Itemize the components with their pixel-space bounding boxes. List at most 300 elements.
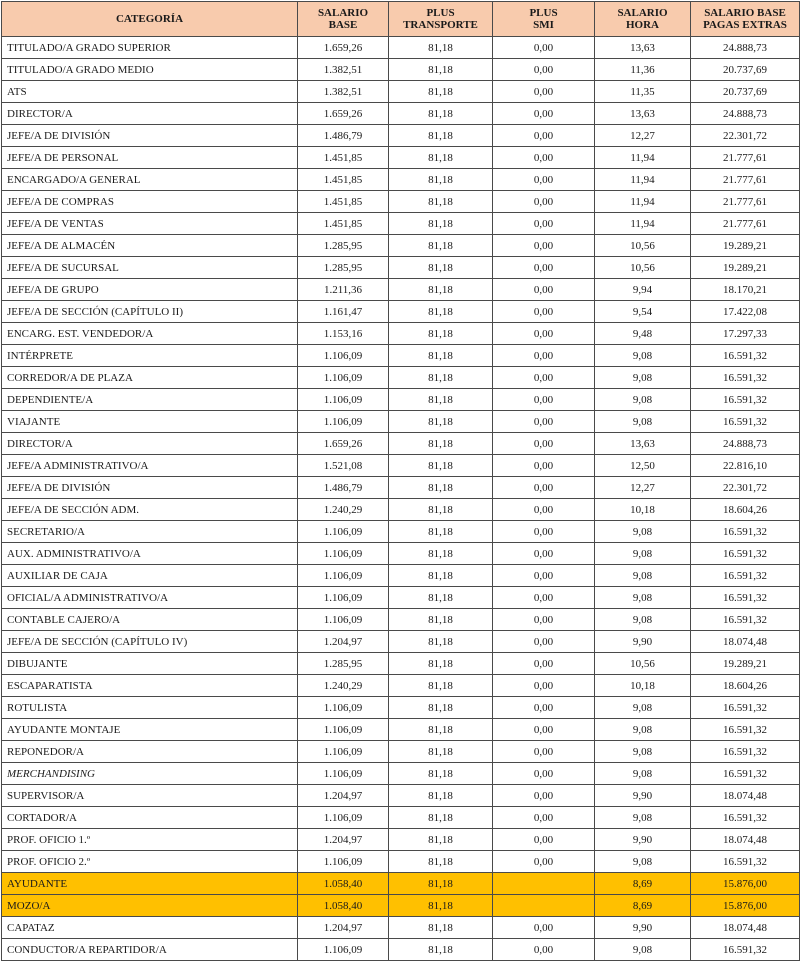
header-salario-pagas-line1: SALARIO BASE <box>704 7 786 19</box>
cell-plus-smi: 0,00 <box>493 719 595 741</box>
table-row <box>2 587 800 609</box>
cell-categoria: CONDUCTOR/A REPARTIDOR/A <box>2 939 298 961</box>
cell-categoria: JEFE/A DE DIVISIÓN <box>2 477 298 499</box>
cell-salario-base: 1.285,95 <box>298 257 389 279</box>
table-row <box>2 697 800 719</box>
header-salario-hora-line2: HORA <box>626 19 659 31</box>
cell-salario-hora: 9,08 <box>595 851 691 873</box>
cell-salario-hora: 9,54 <box>595 301 691 323</box>
cell-plus-smi: 0,00 <box>493 213 595 235</box>
cell-categoria: DIRECTOR/A <box>2 103 298 125</box>
cell-salario-hora: 13,63 <box>595 37 691 59</box>
cell-salario-pagas-extras: 16.591,32 <box>691 565 800 587</box>
cell-plus-smi: 0,00 <box>493 785 595 807</box>
cell-plus-smi: 0,00 <box>493 763 595 785</box>
cell-plus-smi: 0,00 <box>493 917 595 939</box>
cell-plus-smi: 0,00 <box>493 697 595 719</box>
cell-salario-hora: 13,63 <box>595 433 691 455</box>
cell-salario-base: 1.106,09 <box>298 367 389 389</box>
cell-salario-base: 1.451,85 <box>298 169 389 191</box>
cell-salario-base: 1.240,29 <box>298 499 389 521</box>
cell-plus-smi: 0,00 <box>493 345 595 367</box>
cell-plus-transporte: 81,18 <box>389 477 493 499</box>
cell-salario-hora: 9,08 <box>595 939 691 961</box>
cell-categoria: ATS <box>2 81 298 103</box>
cell-plus-smi: 0,00 <box>493 169 595 191</box>
table-row <box>2 609 800 631</box>
cell-salario-base: 1.106,09 <box>298 741 389 763</box>
cell-categoria: PROF. OFICIO 1.º <box>2 829 298 851</box>
cell-salario-hora: 9,08 <box>595 807 691 829</box>
table-row <box>2 389 800 411</box>
table-row <box>2 917 800 939</box>
header-plus-transporte-line1: PLUS <box>426 7 455 19</box>
cell-salario-base: 1.659,26 <box>298 433 389 455</box>
cell-plus-smi: 0,00 <box>493 103 595 125</box>
cell-plus-transporte: 81,18 <box>389 389 493 411</box>
cell-plus-transporte: 81,18 <box>389 455 493 477</box>
cell-salario-base: 1.106,09 <box>298 807 389 829</box>
table-row <box>2 939 800 961</box>
table-row <box>2 323 800 345</box>
cell-plus-transporte: 81,18 <box>389 125 493 147</box>
cell-plus-smi: 0,00 <box>493 323 595 345</box>
cell-plus-smi: 0,00 <box>493 939 595 961</box>
cell-plus-smi: 0,00 <box>493 631 595 653</box>
cell-plus-smi: 0,00 <box>493 37 595 59</box>
cell-categoria: PROF. OFICIO 2.º <box>2 851 298 873</box>
cell-categoria: AYUDANTE MONTAJE <box>2 719 298 741</box>
cell-plus-smi: 0,00 <box>493 609 595 631</box>
cell-plus-transporte: 81,18 <box>389 367 493 389</box>
cell-plus-smi: 0,00 <box>493 191 595 213</box>
cell-salario-pagas-extras: 21.777,61 <box>691 191 800 213</box>
cell-categoria: JEFE/A DE VENTAS <box>2 213 298 235</box>
table-row <box>2 81 800 103</box>
cell-plus-transporte: 81,18 <box>389 103 493 125</box>
cell-salario-hora: 8,69 <box>595 873 691 895</box>
header-salario-base <box>298 2 389 37</box>
table-row <box>2 103 800 125</box>
table-row <box>2 257 800 279</box>
table-row <box>2 169 800 191</box>
cell-plus-smi: 0,00 <box>493 389 595 411</box>
cell-plus-smi: 0,00 <box>493 411 595 433</box>
table-row <box>2 301 800 323</box>
cell-plus-transporte: 81,18 <box>389 851 493 873</box>
table-row <box>2 851 800 873</box>
cell-plus-transporte: 81,18 <box>389 587 493 609</box>
cell-categoria: DIBUJANTE <box>2 653 298 675</box>
header-salario-hora-line1: SALARIO <box>617 7 668 19</box>
cell-categoria: DEPENDIENTE/A <box>2 389 298 411</box>
table-row <box>2 279 800 301</box>
cell-salario-hora: 13,63 <box>595 103 691 125</box>
cell-categoria: CORREDOR/A DE PLAZA <box>2 367 298 389</box>
cell-plus-smi: 0,00 <box>493 235 595 257</box>
cell-plus-transporte: 81,18 <box>389 59 493 81</box>
cell-salario-pagas-extras: 24.888,73 <box>691 103 800 125</box>
cell-plus-transporte: 81,18 <box>389 499 493 521</box>
header-plus-smi-line2: SMI <box>533 19 554 31</box>
cell-salario-hora: 9,90 <box>595 785 691 807</box>
cell-salario-base: 1.106,09 <box>298 697 389 719</box>
cell-salario-pagas-extras: 16.591,32 <box>691 939 800 961</box>
cell-categoria: REPONEDOR/A <box>2 741 298 763</box>
cell-salario-hora: 10,18 <box>595 675 691 697</box>
cell-salario-hora: 8,69 <box>595 895 691 917</box>
cell-plus-smi: 0,00 <box>493 59 595 81</box>
cell-plus-transporte: 81,18 <box>389 939 493 961</box>
cell-salario-hora: 12,27 <box>595 477 691 499</box>
cell-categoria: DIRECTOR/A <box>2 433 298 455</box>
cell-salario-hora: 11,35 <box>595 81 691 103</box>
cell-salario-pagas-extras: 16.591,32 <box>691 367 800 389</box>
cell-salario-base: 1.058,40 <box>298 873 389 895</box>
table-row <box>2 125 800 147</box>
cell-plus-transporte: 81,18 <box>389 697 493 719</box>
header-categoria-label: CATEGORÍA <box>115 13 184 25</box>
cell-salario-hora: 12,50 <box>595 455 691 477</box>
cell-salario-hora: 9,08 <box>595 741 691 763</box>
cell-salario-hora: 9,08 <box>595 367 691 389</box>
cell-categoria: TITULADO/A GRADO SUPERIOR <box>2 37 298 59</box>
cell-salario-base: 1.106,09 <box>298 411 389 433</box>
table-row <box>2 807 800 829</box>
cell-categoria: ESCAPARATISTA <box>2 675 298 697</box>
cell-salario-pagas-extras: 16.591,32 <box>691 719 800 741</box>
cell-salario-hora: 9,48 <box>595 323 691 345</box>
cell-salario-base: 1.106,09 <box>298 609 389 631</box>
cell-plus-smi: 0,00 <box>493 125 595 147</box>
cell-plus-smi: 0,00 <box>493 367 595 389</box>
cell-salario-pagas-extras: 18.074,48 <box>691 785 800 807</box>
cell-salario-pagas-extras: 24.888,73 <box>691 433 800 455</box>
table-row <box>2 235 800 257</box>
cell-salario-hora: 9,08 <box>595 389 691 411</box>
cell-salario-hora: 11,94 <box>595 213 691 235</box>
cell-categoria: SUPERVISOR/A <box>2 785 298 807</box>
cell-categoria: ENCARG. EST. VENDEDOR/A <box>2 323 298 345</box>
header-plus-transporte-line2: TRANSPORTE <box>403 19 478 31</box>
cell-plus-transporte: 81,18 <box>389 147 493 169</box>
cell-categoria: AYUDANTE <box>2 873 298 895</box>
cell-categoria: ENCARGADO/A GENERAL <box>2 169 298 191</box>
cell-plus-smi: 0,00 <box>493 499 595 521</box>
cell-salario-pagas-extras: 20.737,69 <box>691 81 800 103</box>
cell-salario-base: 1.058,40 <box>298 895 389 917</box>
cell-salario-base: 1.106,09 <box>298 763 389 785</box>
cell-salario-hora: 11,94 <box>595 191 691 213</box>
cell-salario-base: 1.382,51 <box>298 81 389 103</box>
cell-salario-pagas-extras: 16.591,32 <box>691 345 800 367</box>
cell-salario-base: 1.204,97 <box>298 631 389 653</box>
cell-salario-hora: 12,27 <box>595 125 691 147</box>
cell-salario-base: 1.106,09 <box>298 939 389 961</box>
table-row <box>2 37 800 59</box>
table-row <box>2 741 800 763</box>
cell-salario-base: 1.382,51 <box>298 59 389 81</box>
cell-salario-base: 1.204,97 <box>298 829 389 851</box>
cell-salario-hora: 10,56 <box>595 235 691 257</box>
cell-salario-pagas-extras: 16.591,32 <box>691 521 800 543</box>
table-row <box>2 631 800 653</box>
cell-salario-base: 1.521,08 <box>298 455 389 477</box>
cell-salario-pagas-extras: 15.876,00 <box>691 873 800 895</box>
cell-plus-transporte: 81,18 <box>389 433 493 455</box>
cell-salario-hora: 11,36 <box>595 59 691 81</box>
cell-plus-transporte: 81,18 <box>389 345 493 367</box>
cell-salario-hora: 9,08 <box>595 521 691 543</box>
cell-categoria: JEFE/A DE SECCIÓN (CAPÍTULO IV) <box>2 631 298 653</box>
cell-categoria: SECRETARIO/A <box>2 521 298 543</box>
cell-plus-smi: 0,00 <box>493 455 595 477</box>
cell-categoria: JEFE/A ADMINISTRATIVO/A <box>2 455 298 477</box>
cell-salario-hora: 11,94 <box>595 169 691 191</box>
cell-plus-smi: 0,00 <box>493 543 595 565</box>
header-plus-smi-line1: PLUS <box>529 7 558 19</box>
cell-salario-hora: 9,08 <box>595 543 691 565</box>
cell-plus-transporte: 81,18 <box>389 565 493 587</box>
table-row <box>2 455 800 477</box>
cell-salario-base: 1.106,09 <box>298 719 389 741</box>
cell-salario-pagas-extras: 22.816,10 <box>691 455 800 477</box>
cell-plus-transporte: 81,18 <box>389 169 493 191</box>
cell-salario-pagas-extras: 16.591,32 <box>691 807 800 829</box>
cell-plus-transporte: 81,18 <box>389 807 493 829</box>
cell-salario-pagas-extras: 18.170,21 <box>691 279 800 301</box>
cell-categoria: JEFE/A DE PERSONAL <box>2 147 298 169</box>
table-row <box>2 367 800 389</box>
cell-categoria: VIAJANTE <box>2 411 298 433</box>
table-row <box>2 521 800 543</box>
cell-plus-transporte: 81,18 <box>389 191 493 213</box>
cell-plus-smi: 0,00 <box>493 147 595 169</box>
cell-categoria: MOZO/A <box>2 895 298 917</box>
cell-plus-transporte: 81,18 <box>389 235 493 257</box>
cell-salario-hora: 9,08 <box>595 565 691 587</box>
cell-salario-base: 1.106,09 <box>298 521 389 543</box>
cell-salario-pagas-extras: 19.289,21 <box>691 257 800 279</box>
cell-salario-hora: 9,08 <box>595 719 691 741</box>
cell-salario-pagas-extras: 21.777,61 <box>691 169 800 191</box>
table-row <box>2 411 800 433</box>
cell-salario-base: 1.106,09 <box>298 543 389 565</box>
cell-salario-base: 1.106,09 <box>298 851 389 873</box>
cell-plus-transporte: 81,18 <box>389 257 493 279</box>
cell-categoria: AUX. ADMINISTRATIVO/A <box>2 543 298 565</box>
header-salario-pagas-extras <box>691 2 800 37</box>
cell-plus-transporte: 81,18 <box>389 763 493 785</box>
table-row <box>2 653 800 675</box>
cell-salario-base: 1.161,47 <box>298 301 389 323</box>
table-row <box>2 873 800 895</box>
cell-plus-transporte: 81,18 <box>389 895 493 917</box>
cell-plus-transporte: 81,18 <box>389 675 493 697</box>
cell-salario-pagas-extras: 17.297,33 <box>691 323 800 345</box>
cell-salario-pagas-extras: 16.591,32 <box>691 741 800 763</box>
cell-salario-hora: 9,08 <box>595 345 691 367</box>
cell-plus-smi: 0,00 <box>493 433 595 455</box>
cell-salario-base: 1.451,85 <box>298 191 389 213</box>
cell-salario-pagas-extras: 20.737,69 <box>691 59 800 81</box>
cell-salario-hora: 9,90 <box>595 917 691 939</box>
cell-salario-hora: 9,08 <box>595 763 691 785</box>
cell-salario-pagas-extras: 16.591,32 <box>691 543 800 565</box>
cell-plus-transporte: 81,18 <box>389 873 493 895</box>
table-row <box>2 719 800 741</box>
cell-plus-transporte: 81,18 <box>389 631 493 653</box>
cell-salario-pagas-extras: 18.604,26 <box>691 499 800 521</box>
cell-salario-pagas-extras: 16.591,32 <box>691 763 800 785</box>
cell-salario-pagas-extras: 19.289,21 <box>691 235 800 257</box>
table-row <box>2 763 800 785</box>
cell-plus-transporte: 81,18 <box>389 213 493 235</box>
cell-categoria: CAPATAZ <box>2 917 298 939</box>
table-row <box>2 565 800 587</box>
cell-plus-transporte: 81,18 <box>389 719 493 741</box>
cell-salario-pagas-extras: 15.876,00 <box>691 895 800 917</box>
table-body <box>2 37 800 961</box>
cell-salario-base: 1.204,97 <box>298 785 389 807</box>
cell-categoria: JEFE/A DE COMPRAS <box>2 191 298 213</box>
cell-plus-smi: 0,00 <box>493 565 595 587</box>
cell-plus-smi: 0,00 <box>493 587 595 609</box>
cell-salario-hora: 10,56 <box>595 653 691 675</box>
cell-categoria: JEFE/A DE DIVISIÓN <box>2 125 298 147</box>
cell-plus-transporte: 81,18 <box>389 521 493 543</box>
cell-salario-base: 1.106,09 <box>298 389 389 411</box>
cell-categoria: INTÉRPRETE <box>2 345 298 367</box>
cell-salario-pagas-extras: 22.301,72 <box>691 125 800 147</box>
cell-salario-pagas-extras: 24.888,73 <box>691 37 800 59</box>
cell-salario-base: 1.106,09 <box>298 345 389 367</box>
cell-plus-transporte: 81,18 <box>389 829 493 851</box>
cell-categoria: MERCHANDISING <box>2 763 298 785</box>
cell-plus-transporte: 81,18 <box>389 301 493 323</box>
cell-salario-pagas-extras: 18.074,48 <box>691 829 800 851</box>
header-categoria <box>2 2 298 37</box>
header-salario-base-line1: SALARIO <box>317 7 369 19</box>
cell-plus-transporte: 81,18 <box>389 323 493 345</box>
cell-salario-pagas-extras: 17.422,08 <box>691 301 800 323</box>
cell-plus-transporte: 81,18 <box>389 917 493 939</box>
cell-salario-pagas-extras: 16.591,32 <box>691 697 800 719</box>
cell-salario-pagas-extras: 18.074,48 <box>691 631 800 653</box>
cell-salario-pagas-extras: 18.074,48 <box>691 917 800 939</box>
cell-plus-transporte: 81,18 <box>389 653 493 675</box>
cell-salario-pagas-extras: 16.591,32 <box>691 851 800 873</box>
cell-plus-smi: 0,00 <box>493 741 595 763</box>
cell-plus-transporte: 81,18 <box>389 37 493 59</box>
cell-categoria: JEFE/A DE SUCURSAL <box>2 257 298 279</box>
table-row <box>2 499 800 521</box>
cell-plus-smi: 0,00 <box>493 521 595 543</box>
cell-salario-hora: 9,94 <box>595 279 691 301</box>
table-row <box>2 543 800 565</box>
cell-categoria: JEFE/A DE SECCIÓN ADM. <box>2 499 298 521</box>
cell-plus-smi: 0,00 <box>493 829 595 851</box>
cell-salario-base: 1.106,09 <box>298 587 389 609</box>
table-row <box>2 59 800 81</box>
cell-salario-base: 1.486,79 <box>298 125 389 147</box>
cell-salario-hora: 9,08 <box>595 411 691 433</box>
cell-salario-hora: 9,08 <box>595 609 691 631</box>
cell-plus-smi: 0,00 <box>493 807 595 829</box>
cell-salario-base: 1.659,26 <box>298 103 389 125</box>
table-row <box>2 895 800 917</box>
table-row <box>2 829 800 851</box>
cell-plus-smi: 0,00 <box>493 81 595 103</box>
cell-salario-base: 1.451,85 <box>298 213 389 235</box>
cell-salario-base: 1.486,79 <box>298 477 389 499</box>
cell-categoria: CORTADOR/A <box>2 807 298 829</box>
cell-salario-base: 1.211,36 <box>298 279 389 301</box>
cell-salario-hora: 10,18 <box>595 499 691 521</box>
cell-categoria: TITULADO/A GRADO MEDIO <box>2 59 298 81</box>
cell-salario-hora: 10,56 <box>595 257 691 279</box>
cell-plus-transporte: 81,18 <box>389 741 493 763</box>
cell-salario-base: 1.240,29 <box>298 675 389 697</box>
cell-plus-transporte: 81,18 <box>389 785 493 807</box>
cell-salario-pagas-extras: 16.591,32 <box>691 587 800 609</box>
table-row <box>2 433 800 455</box>
cell-salario-hora: 9,90 <box>595 631 691 653</box>
header-salario-hora <box>595 2 691 37</box>
cell-plus-smi: 0,00 <box>493 675 595 697</box>
header-salario-pagas-line2: PAGAS EXTRAS <box>703 19 787 31</box>
cell-categoria: JEFE/A DE SECCIÓN (CAPÍTULO II) <box>2 301 298 323</box>
cell-categoria: CONTABLE CAJERO/A <box>2 609 298 631</box>
cell-salario-hora: 9,08 <box>595 587 691 609</box>
cell-salario-pagas-extras: 19.289,21 <box>691 653 800 675</box>
table-row <box>2 213 800 235</box>
header-plus-smi <box>493 2 595 37</box>
cell-salario-base: 1.106,09 <box>298 565 389 587</box>
cell-categoria: AUXILIAR DE CAJA <box>2 565 298 587</box>
cell-plus-transporte: 81,18 <box>389 81 493 103</box>
cell-salario-pagas-extras: 21.777,61 <box>691 213 800 235</box>
cell-categoria: ROTULISTA <box>2 697 298 719</box>
cell-salario-base: 1.285,95 <box>298 653 389 675</box>
cell-salario-hora: 9,08 <box>595 697 691 719</box>
cell-plus-smi: 0,00 <box>493 851 595 873</box>
table-row <box>2 191 800 213</box>
cell-plus-transporte: 81,18 <box>389 411 493 433</box>
cell-categoria: JEFE/A DE ALMACÉN <box>2 235 298 257</box>
table-row <box>2 477 800 499</box>
cell-salario-base: 1.285,95 <box>298 235 389 257</box>
cell-salario-pagas-extras: 22.301,72 <box>691 477 800 499</box>
table-row <box>2 345 800 367</box>
header-salario-base-line2: BASE <box>328 19 358 31</box>
cell-plus-smi: 0,00 <box>493 653 595 675</box>
cell-plus-smi <box>493 895 595 917</box>
cell-categoria: JEFE/A DE GRUPO <box>2 279 298 301</box>
cell-salario-base: 1.153,16 <box>298 323 389 345</box>
header-plus-transporte <box>389 2 493 37</box>
cell-salario-pagas-extras: 18.604,26 <box>691 675 800 697</box>
cell-salario-base: 1.659,26 <box>298 37 389 59</box>
cell-plus-smi: 0,00 <box>493 279 595 301</box>
salary-table <box>1 1 800 961</box>
cell-salario-pagas-extras: 21.777,61 <box>691 147 800 169</box>
cell-salario-base: 1.204,97 <box>298 917 389 939</box>
cell-plus-smi: 0,00 <box>493 301 595 323</box>
table-row <box>2 785 800 807</box>
cell-salario-hora: 11,94 <box>595 147 691 169</box>
cell-plus-transporte: 81,18 <box>389 279 493 301</box>
